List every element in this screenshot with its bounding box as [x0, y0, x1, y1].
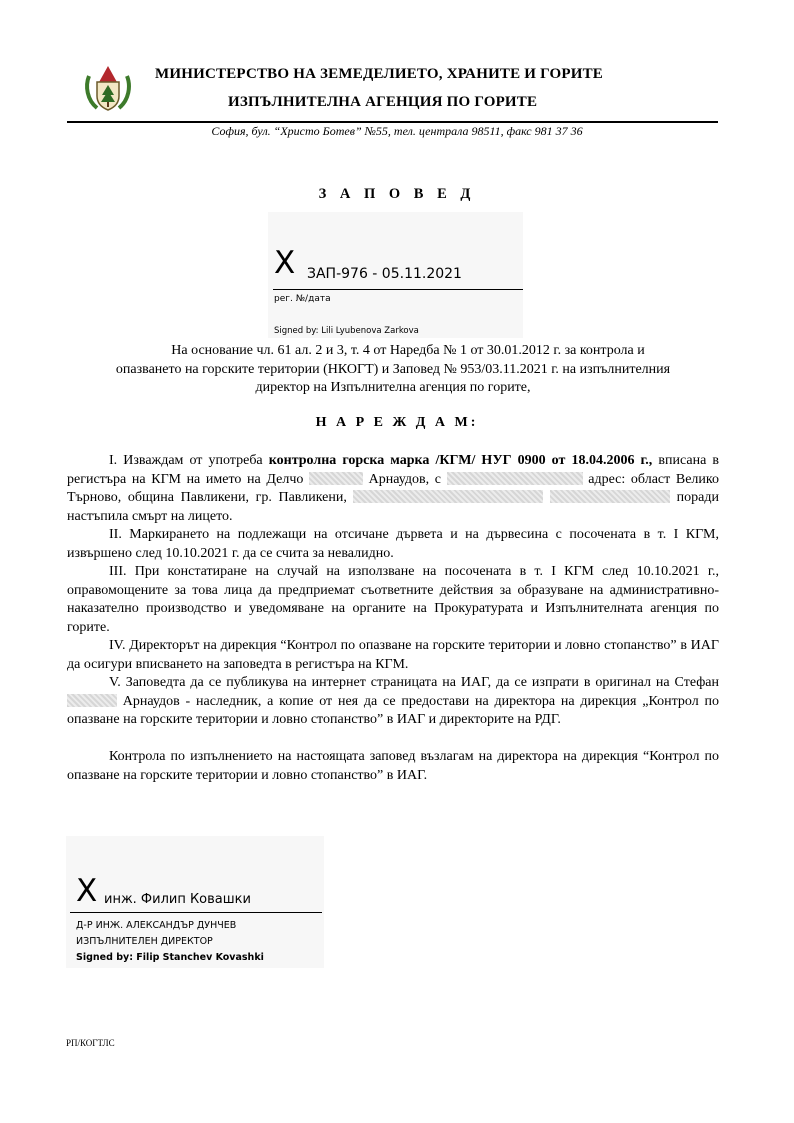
order-heading: Н А Р Е Ж Д А М: — [315, 415, 479, 430]
order-item-2: II. Маркирането на подлежащи на отсичане дървета и на дървесина с посочената в т. I КГМ, извършено след 10.10.2021 г. да се счита за невалидно. — [67, 527, 719, 561]
director-signed-by: Signed by: Filip Stanchev Kovashki — [76, 952, 264, 963]
item-1-text-c: Арнаудов, с — [363, 471, 447, 487]
agency-address: София, бул. “Христо Ботев” №55, тел. централа 98511, факс 981 37 36 — [211, 124, 583, 138]
director-position: ИЗПЪЛНИТЕЛЕН ДИРЕКТОР — [76, 936, 213, 947]
redacted-block — [67, 694, 117, 707]
redacted-block — [353, 490, 543, 503]
ministry-name: МИНИСТЕРСТВО НА ЗЕМЕДЕЛИЕТО, ХРАНИТЕ И ГОРИТЕ — [155, 66, 603, 82]
registration-caption: рег. №/дата — [274, 294, 331, 304]
item-1-text-e: поради настъпила смърт на лицето. — [67, 490, 719, 524]
item-1-text-b: вписана в регистъра на КГМ на името на Делчо — [67, 453, 719, 487]
preamble-line-2: опазването на горските територии (НКОГТ) и Заповед № 953/03.11.2021 г. на изпълнителния — [115, 361, 671, 377]
item-5-text-b: Арнаудов - наследник, а копие от нея да се предостави на директора на дирекция „Контрол по опазване на горските територии и ловно стопанство” в ИАГ и директорите на РДГ. — [67, 693, 719, 728]
order-item-3: III. При констатиране на случай на използване на посочената в т. I КГМ след 10.10.2021 г., оправомощените за това лица да предприемат съответните действия за образуване на административно-наказателно производство и уведомяване на органите на Прокуратурата и Изпълнителната агенция по горите. — [67, 564, 719, 635]
redacted-block — [309, 472, 363, 485]
redacted-block — [447, 472, 583, 485]
signature-mark: X — [274, 245, 296, 281]
preamble-line-1: На основание чл. 61 ал. 2 и 3, т. 4 от Наредба № 1 от 30.01.2012 г. за контрола и — [171, 343, 645, 358]
signature-mark: X — [76, 873, 98, 909]
agency-name: ИЗПЪЛНИТЕЛНА АГЕНЦИЯ ПО ГОРИТЕ — [228, 94, 538, 110]
order-item-1 — [67, 452, 719, 526]
registration-number: ЗАП-976 - 05.11.2021 — [307, 266, 462, 282]
redacted-block — [550, 490, 670, 503]
signature-line — [273, 289, 523, 290]
director-name: Д-Р ИНЖ. АЛЕКСАНДЪР ДУНЧЕВ — [76, 920, 237, 931]
item-5-text-a: V. Заповедта да се публикува на интернет страницата на ИАГ, да се изпрати в оригинал на Стефан — [109, 675, 719, 690]
control-paragraph: Контрола по изпълнението на настоящата заповед възлагам на директора на дирекция “Контрол по опазване на горските територии и ловно стопанство” в ИАГ. — [67, 749, 719, 783]
registration-signed-by: Signed by: Lili Lyubenova Zarkova — [274, 326, 419, 336]
signer-name: инж. Филип Ковашки — [104, 892, 251, 907]
item-1-text-d: адрес: област Велико Търново, община Павликени, гр. Павликени, — [67, 471, 720, 506]
order-item-5 — [67, 674, 719, 730]
document-title: З А П О В Е Д — [318, 186, 476, 202]
preamble-line-3: директор на Изпълнителна агенция по горите, — [255, 380, 531, 396]
order-item-4: IV. Директорът на дирекция “Контрол по опазване на горските територии и ловно стопанство” в ИАГ да осигури вписването на заповедта в регистъра на КГМ. — [67, 638, 719, 672]
signature-line — [70, 912, 322, 913]
item-1-bold: контролна горска марка /КГМ/ НУГ 0900 от 18.04.2006 г., — [268, 453, 653, 468]
item-1-text-a: I. Изваждам от употреба — [109, 453, 269, 468]
document-code: РП/КОГТЛС — [66, 1038, 115, 1048]
preamble — [67, 342, 719, 398]
header-divider — [67, 121, 718, 123]
agency-logo-icon — [83, 62, 133, 114]
